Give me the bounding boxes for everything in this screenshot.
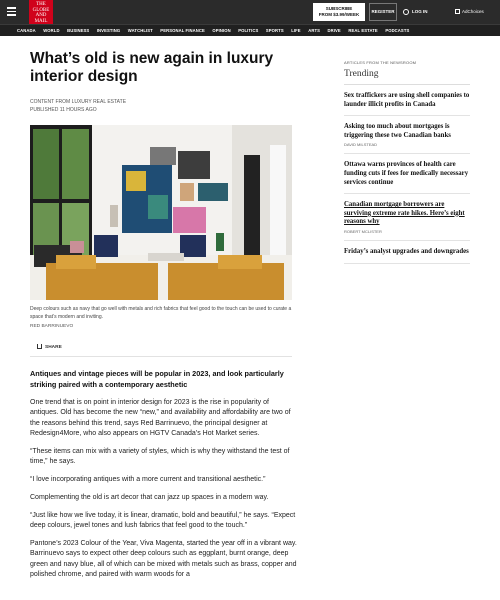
subscribe-label: SUBSCRIBE xyxy=(325,6,353,11)
logo-line: MAIL xyxy=(34,18,48,24)
menu-icon[interactable] xyxy=(7,7,16,16)
nav-item-politics[interactable]: POLITICS xyxy=(238,28,259,33)
nav-item-personal-finance[interactable]: PERSONAL FINANCE xyxy=(160,28,205,33)
nav-item-investing[interactable]: INVESTING xyxy=(96,28,121,33)
nav-item-business[interactable]: BUSINESS xyxy=(67,28,90,33)
trending-item-title[interactable]: Asking too much about mortgages is triggering these two Canadian banks xyxy=(344,123,451,139)
share-button[interactable] xyxy=(37,344,62,350)
share-label: SHARE xyxy=(45,344,62,350)
image-caption: Deep colours such as navy that go well with metals and rich fabrics that feel good to the touch can be used to curate a space that’s modern and inviting. xyxy=(30,306,292,320)
article-body xyxy=(30,368,298,588)
logo-line: THE xyxy=(36,2,46,7)
logo-line: GLOBE xyxy=(32,7,50,13)
trending-item[interactable] xyxy=(344,194,470,241)
nav-item-life[interactable]: LIFE xyxy=(291,28,301,33)
login-button[interactable] xyxy=(403,5,428,19)
living-room-illustration xyxy=(30,125,292,300)
trending-item-author: ROBERT MCLISTER xyxy=(344,228,382,234)
nav-item-drive[interactable]: DRIVE xyxy=(327,28,341,33)
nav-item-canada[interactable]: CANADA xyxy=(17,28,36,33)
trending-heading: Trending xyxy=(344,69,470,85)
nav-item-arts[interactable]: ARTS xyxy=(308,28,321,33)
hero-image xyxy=(30,125,292,300)
adchoices-label: AdChoices xyxy=(462,9,484,14)
nav-item-opinion[interactable]: OPINION xyxy=(212,28,231,33)
article-header xyxy=(30,50,292,114)
top-bar xyxy=(0,0,500,24)
trending-item-title[interactable]: Canadian mortgage borrowers are surviving extreme rate hikes. Here’s eight reasons why xyxy=(344,201,465,226)
article-paragraph: One trend that is on point in interior design for 2023 is the rise in popularity of antiques. Old has become the new “new,” and availability and affordability are two of the reasons behind this trend, says Red Barrinuevo, the principal designer at Redesign4More, who also appears on HGTV Canada’s Hot Market series. xyxy=(30,399,291,438)
article-paragraph: Pantone’s 2023 Colour of the Year, Viva Magenta, started the year off in a vibrant way. Barrinuevo says to expect other deep colours such as eggplant, burnt orange, deep green and navy blue, all of which can be mixed with metals such as brass, copper and polished chrome, and paired with warm woods for a xyxy=(30,540,297,579)
globe-and-mail-logo[interactable] xyxy=(29,0,53,24)
trending-item-title[interactable]: Sex traffickers are using shell companies to launder illicit profits in Canada xyxy=(344,92,470,108)
image-credit: RED BARRINUEVO xyxy=(30,324,74,329)
nav-item-sports[interactable]: SPORTS xyxy=(265,28,284,33)
adchoices-link[interactable] xyxy=(455,5,484,19)
sidebar-kicker: ARTICLES FROM THE NEWSROOM xyxy=(344,60,417,65)
trending-item[interactable] xyxy=(344,241,470,264)
section-nav xyxy=(0,24,500,36)
nav-item-watchlist[interactable]: WATCHLIST xyxy=(127,28,153,33)
trending-item-author: DAVID MILSTEAD xyxy=(344,142,378,148)
logo-line: AND xyxy=(35,13,47,18)
trending-item-title[interactable]: Ottawa warns provinces of health care funding cuts if fees for medically necessary services continue xyxy=(344,161,469,186)
nav-item-world[interactable]: WORLD xyxy=(43,28,60,33)
trending-item[interactable] xyxy=(344,154,470,194)
trending-item[interactable] xyxy=(344,116,470,154)
share-icon xyxy=(37,344,42,349)
trending-sidebar xyxy=(344,60,470,264)
article-paragraph: “These items can mix with a variety of styles, which is why they withstand the test of time,” he says. xyxy=(30,448,290,466)
subscribe-price: FROM $3.99/WEEK xyxy=(318,12,360,17)
article-paragraph: Complementing the old is art decor that can jazz up spaces in a modern way. xyxy=(30,494,269,502)
article-published: PUBLISHED 11 HOURS AGO xyxy=(30,107,97,113)
trending-item-title[interactable]: Friday’s analyst upgrades and downgrades xyxy=(344,247,469,255)
article-headline: What’s old is new again in luxury interior design xyxy=(30,50,274,85)
divider xyxy=(30,356,292,357)
article-lede: Antiques and vintage pieces will be popular in 2023, and look particularly striking paired with a contemporary aesthetic xyxy=(30,369,284,389)
nav-item-real-estate[interactable]: REAL ESTATE xyxy=(348,28,378,33)
article-paragraph: “Just like how we live today, it is linear, dramatic, bold and beautiful,” he says. “Expect deep colours, jewel tones and lush fabrics that feel good to the touch.” xyxy=(30,511,296,530)
nav-item-podcasts[interactable]: PODCASTS xyxy=(385,28,410,33)
article-paragraph: “I love incorporating antiques with a more current and transitional aesthetic.” xyxy=(30,476,266,484)
register-button[interactable]: REGISTER xyxy=(369,3,397,21)
subscribe-button[interactable] xyxy=(313,3,365,21)
adchoices-icon xyxy=(455,9,460,14)
article-meta xyxy=(30,98,292,114)
article-source: CONTENT FROM LUXURY REAL ESTATE xyxy=(30,99,127,105)
user-icon xyxy=(403,9,409,15)
trending-item[interactable] xyxy=(344,85,470,116)
login-label: LOG IN xyxy=(412,9,428,14)
